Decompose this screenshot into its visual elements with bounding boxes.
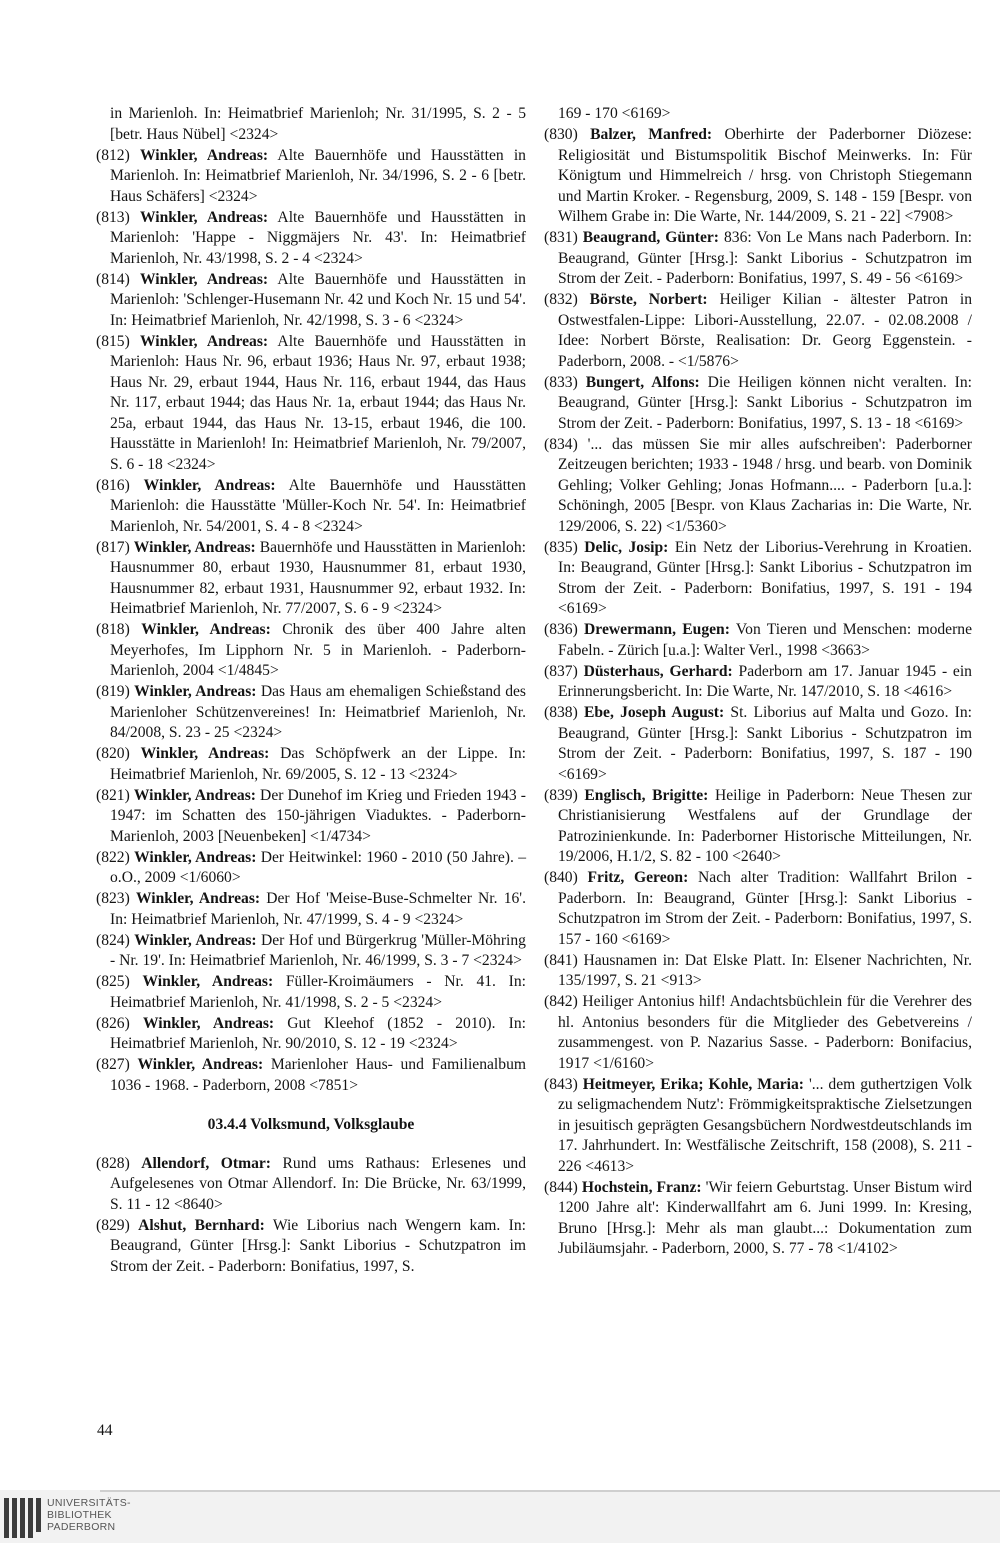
entry-text: Der Hof 'Meise-Buse-Schmelter Nr. 16'. In: Heimatbrief Marienloh, Nr. 47/1999, S. 4 - 9 <2324> — [110, 890, 526, 928]
entry-text: Alte Bauernhöfe und Hausstätten in Marienloh: 'Happe - Niggmäjers Nr. 43'. In: Heimatbrief Marienloh, Nr. 43/1998, S. 2 - 4 <2324> — [110, 208, 526, 267]
logo-line-2: BIBLIOTHEK — [47, 1509, 112, 1521]
entry-text: Rund ums Rathaus: Erlesenes und Aufgelesenes von Otmar Allendorf. In: Die Brücke, Nr. 63/1999, S. 11 - 12 <8640> — [110, 1154, 526, 1213]
entry-text: Füller-Kroimäumers - Nr. 41. In: Heimatbrief Marienloh, Nr. 41/1998, S. 2 - 5 <2324> — [110, 973, 526, 1011]
entry-text: Alte Bauernhöfe und Hausstätten Marienloh: die Hausstätte 'Müller-Koch Nr. 54'. In: Heimatbrief Marienloh, Nr. 54/2001, S. 4 - 8 <2324> — [110, 476, 526, 535]
entry-number: (842) — [544, 993, 583, 1010]
entry-text: Das Haus am ehemaligen Schießstand des Marienloher Schützenvereines! In: Heimatbrief Marienloh, Nr. 84/2008, S. 23 - 25 <2324> — [110, 683, 526, 741]
entry-author: Drewermann, Eugen: — [584, 621, 730, 638]
logo-line-3: PADERBORN — [47, 1521, 116, 1533]
entry-number: (813) — [96, 208, 140, 226]
entry-number: (837) — [544, 662, 584, 680]
entry-author: Winkler, Andreas: — [142, 973, 274, 990]
entry-author: Winkler, Andreas: — [133, 786, 256, 804]
bibliography-entry — [544, 868, 972, 950]
left-column — [96, 104, 526, 1278]
entry-number: (832) — [544, 291, 590, 308]
bibliography-entry — [544, 951, 972, 992]
bibliography-entry — [96, 476, 526, 538]
bibliography-entry — [544, 538, 972, 620]
bibliography-entry — [544, 290, 972, 372]
entry-author: Winkler, Andreas: — [140, 745, 270, 762]
bibliography-entry — [544, 125, 972, 228]
entry-author: Winkler, Andreas: — [139, 332, 269, 350]
bibliography-entry — [544, 786, 972, 868]
logo-line-1: UNIVERSITÄTS- — [47, 1497, 131, 1509]
entry-number: (829) — [96, 1216, 139, 1234]
continuation-entry: 169 - 170 <6169> — [558, 105, 671, 122]
entry-author: Englisch, Brigitte: — [584, 786, 709, 804]
entry-number: (821) — [96, 786, 134, 804]
entry-text: Heiliger Kilian - ältester Patron in Ostwestfalen-Lippe: Libori-Ausstellung, 22.07. - 02.08.2008 / Idee: Norbert Börste, Realisation: Dr. Georg Eggenstein. - Paderborn, 2008. - <1/5876> — [558, 291, 972, 370]
entry-number: (835) — [544, 538, 585, 556]
entry-number: (816) — [96, 476, 144, 494]
bibliography-entry — [544, 703, 972, 785]
entry-text: 836: Von Le Mans nach Paderborn. In: Beaugrand, Günter [Hrsg.]: Sankt Liborius - Schutzpatron im Strom der Zeit. - Paderborn: Bonifatius, 1997, S. 49 - 56 <6169> — [558, 229, 972, 287]
footer-stripe — [100, 1490, 1000, 1492]
entry-number: (841) — [544, 951, 584, 969]
entry-author: Ebe, Joseph August: — [583, 704, 725, 721]
entry-text: Heiliger Antonius hilf! Andachtsbüchlein für die Verehrer des hl. Antonius besonders für die Mitglieder des Gebetvereins / zusammengest. von P. Nazarius Sasse. - Paderborn: Bonifacius, 1917 <1/6160> — [558, 993, 972, 1072]
entry-author: Allendorf, Otmar: — [141, 1154, 272, 1172]
page-number: 44 — [97, 1422, 113, 1439]
entry-text: Chronik des über 400 Jahre alten Meyerhofes, Im Lipphorn Nr. 5 in Marienloh. - Paderborn-Marienloh, 2004 <1/4845> — [110, 621, 526, 679]
entry-text: 'Wir feiern Geburtstag. Unser Bistum wird 1200 Jahre alt': Kinderwallfahrt am 6. Juni 1999. In: Kresing, Bruno [Hrsg.]: Mehr als man glaubt...: Dokumentation zum Jubiläumsjahr. - Paderborn, 2000, S. 77 - 78 <1/4102> — [558, 1178, 972, 1257]
bibliography-entry — [96, 270, 526, 332]
bibliography-entry — [544, 992, 972, 1074]
entry-number: (819) — [96, 683, 135, 700]
entry-text: Paderborn am 17. Januar 1945 - ein Erinnerungsbericht. In: Die Warte, Nr. 147/2010, S. 18 <4616> — [558, 662, 972, 700]
entry-text: '... das müssen Sie mir alles aufschreiben': Paderborner Zeitzeugen berichten; 1933 - 1948 / hrsg. und bearb. von Dominik Gehling; Volker Gehling; Jonas Hofmann.... - Paderborn [u.a.]: Schöningh, 2005 [Bespr. von Klaus Zacharias in: Die Warte, Nr. 129/2006, S. 22) <1/5360> — [558, 435, 973, 535]
bibliography-entry — [96, 146, 526, 208]
bibliography-entry — [96, 744, 526, 785]
entry-author: Winkler, Andreas: — [133, 538, 256, 556]
entry-author: Heitmeyer, Erika; Kohle, Maria: — [582, 1075, 805, 1093]
bibliography-entry — [544, 620, 972, 661]
continuation-entry: in Marienloh. In: Heimatbrief Marienloh; Nr. 31/1995, S. 2 - 5 [betr. Haus Nübel] <2324> — [110, 105, 526, 143]
bibliography-entry — [544, 435, 972, 538]
entry-number: (825) — [96, 973, 143, 990]
entry-number: (823) — [96, 890, 136, 907]
bibliography-entry — [96, 889, 526, 930]
section-heading: 03.4.4 Volksmund, Volksglaube — [207, 1116, 415, 1133]
entry-text: Bauernhöfe und Hausstätten in Marienloh: Hausnummer 80, erbaut 1930, Hausnummer 81, erbaut 1930, Hausnummer 82, erbaut 1931, Hausnummer 92, erbaut 1932. In: Heimatbrief Marienloh, Nr. 77/2007, S. 6 - 9 <2324> — [110, 538, 526, 617]
entry-author: Winkler, Andreas: — [139, 270, 269, 288]
entry-author: Winkler, Andreas: — [134, 848, 257, 866]
entry-number: (843) — [544, 1075, 583, 1093]
entry-author: Winkler, Andreas: — [134, 683, 257, 700]
entry-text: Wie Liborius nach Wengern kam. In: Beaugrand, Günter [Hrsg.]: Sankt Liborius - Schutzpatron im Strom der Zeit. - Paderborn: Bonifatius, 1997, S. — [110, 1216, 526, 1275]
entry-text: Marienloher Haus- und Familienalbum 1036 - 1968. - Paderborn, 2008 <7851> — [110, 1056, 526, 1094]
entry-number: (831) — [544, 229, 583, 246]
entry-text: Oberhirte der Paderborner Diözese: Religiosität und Bistumspolitik Bischof Meinwerks. In: Für Königtum und Himmelreich / hrsg. von Christoph Stiegemann und Martin Kroker. - Regensburg, 2009, S. 148 - 159 [Bespr. von Wilhem Grabe in: Die Warte, Nr. 144/2009, S. 21 - 22] <7908> — [558, 126, 972, 225]
entry-text: Alte Bauernhöfe und Hausstätten in Marienloh: 'Schlenger-Husemann Nr. 42 und Koch Nr. 15 und 54'. In: Heimatbrief Marienloh, Nr. 42/1998, S. 3 - 6 <2324> — [110, 270, 526, 329]
entry-author: Düsterhaus, Gerhard: — [583, 662, 733, 680]
logo-bars-icon — [0, 1498, 41, 1538]
entry-author: Winkler, Andreas: — [134, 931, 257, 949]
entry-number: (817) — [96, 538, 134, 556]
entry-number: (826) — [96, 1014, 143, 1032]
bibliography-entry — [96, 931, 526, 972]
library-logo — [0, 1498, 131, 1542]
entry-author: Delic, Josip: — [584, 538, 669, 556]
entry-author: Winkler, Andreas: — [135, 890, 261, 907]
entry-list — [544, 125, 972, 1260]
entry-text: Heilige in Paderborn: Neue Thesen zur Christianisierung Westfalens auf der Grundlage der Patrozinienkunde. In: Paderborner Historische Mitteilungen, Nr. 19/2006, H.1/2, S. 82 - 100 <2640> — [558, 786, 972, 865]
entry-text: Der Hof und Bürgerkrug 'Müller-Möhring - Nr. 19'. In: Heimatbrief Marienloh, Nr. 46/1999, S. 3 - 7 <2324> — [110, 931, 526, 969]
bibliography-entry — [96, 620, 526, 682]
entry-author: Balzer, Manfred: — [590, 126, 713, 143]
entry-text: St. Liborius auf Malta und Gozo. In: Beaugrand, Günter [Hrsg.]: Sankt Liborius - Schutzpatron im Strom der Zeit. - Paderborn: Bonifatius, 1997, S. 187 - 190 <6169> — [558, 704, 972, 783]
bibliography-entry — [544, 662, 972, 703]
bibliography-entry — [96, 848, 526, 889]
entry-number: (822) — [96, 848, 135, 866]
footer-bar — [0, 1490, 1000, 1543]
entry-number: (830) — [544, 126, 591, 143]
entry-author: Hochstein, Franz: — [581, 1178, 702, 1196]
entry-number: (824) — [96, 931, 135, 949]
bibliography-entry — [96, 538, 526, 620]
entry-text: Der Heitwinkel: 1960 - 2010 (50 Jahre). – o.O., 2009 <1/6060> — [110, 848, 526, 886]
entry-number: (833) — [544, 373, 586, 391]
entry-text: Gut Kleehof (1852 - 2010). In: Heimatbrief Marienloh, Nr. 90/2010, S. 12 - 19 <2324> — [110, 1014, 526, 1052]
bibliography-entry — [544, 373, 972, 435]
entry-text: Das Schöpfwerk an der Lippe. In: Heimatbrief Marienloh, Nr. 69/2005, S. 12 - 13 <2324> — [110, 745, 526, 783]
entry-number: (828) — [96, 1154, 142, 1172]
entry-text: Ein Netz der Liborius-Verehrung in Kroatien. In: Beaugrand, Günter [Hrsg.]: Sankt Liborius - Schutzpatron im Strom der Zeit. - Paderborn: Bonifatius, 1997, S. 191 - 194 <6169> — [558, 538, 972, 617]
logo-text — [47, 1497, 131, 1533]
entry-text: Der Dunehof im Krieg und Frieden 1943 - 1947: im Schatten des 150-jährigen Viaduktes. - Paderborn-Marienloh, 2003 [Neuenbeken] <1/4734> — [110, 786, 526, 845]
entry-number: (812) — [96, 146, 140, 164]
bibliography-entry — [96, 1014, 526, 1055]
entry-number: (839) — [544, 786, 585, 804]
entry-author: Alshut, Bernhard: — [138, 1216, 265, 1234]
entry-text: Die Heiligen können nicht veralten. In: Beaugrand, Günter [Hrsg.]: Sankt Liborius - Schutzpatron im Strom der Zeit. - Paderborn: Bonifatius, 1997, S. 13 - 18 <6169> — [558, 373, 972, 432]
entry-number: (815) — [96, 332, 140, 350]
entry-author: Börste, Norbert: — [589, 291, 708, 308]
entry-number: (814) — [96, 270, 140, 288]
entry-number: (840) — [544, 869, 588, 886]
entry-text: Nach alter Tradition: Wallfahrt Brilon - Paderborn. In: Beaugrand, Günter [Hrsg.]: Sankt Liborius - Schutzpatron im Strom der Zeit. - Paderborn: Bonifatius, 1997, S. 157 - 160 <6169> — [558, 869, 972, 948]
entry-text: Von Tieren und Menschen: moderne Fabeln. - Zürich [u.a.]: Walter Verl., 1998 <3663> — [558, 621, 972, 659]
entry-author: Winkler, Andreas: — [142, 1014, 275, 1032]
entry-number: (836) — [544, 621, 585, 638]
bibliography-entry — [544, 1075, 972, 1178]
bibliography-entry — [96, 208, 526, 270]
entry-number: (834) — [544, 435, 588, 453]
bibliography-entry — [96, 786, 526, 848]
entry-author: Bungert, Alfons: — [585, 373, 700, 391]
entry-number: (827) — [96, 1056, 138, 1073]
entry-text: Hausnamen in: Dat Elske Platt. In: Elsener Nachrichten, Nr. 135/1997, S. 21 <913> — [558, 951, 973, 989]
bibliography-entry — [96, 972, 526, 1013]
entry-author: Winkler, Andreas: — [143, 476, 276, 494]
entry-author: Winkler, Andreas: — [139, 146, 269, 164]
bibliography-entry — [96, 1055, 526, 1096]
entry-text: '... dem guthertzigen Volk zu seligmachendem Nutz': Frömmigkeitspraktische Zielsetzungen in jesuitisch geprägten Gesangsbüchern Nordwestdeutschlands im 17. Jahrhundert. In: Westfälische Zeitschrift, 158 (2008), S. 211 - 226 <4613> — [558, 1075, 972, 1175]
entry-number: (838) — [544, 704, 584, 721]
entry-number: (844) — [544, 1178, 582, 1196]
bibliography-entry — [96, 1154, 526, 1216]
entry-text: Alte Bauernhöfe und Hausstätten in Marienloh: Haus Nr. 96, erbaut 1936; Haus Nr. 97, erbaut 1938; Haus Nr. 29, erbaut 1944, Haus Nr. 116, erbaut 1944, das Haus Nr. 117, erbaut 1944; das Haus Nr. 1a, erbaut 1944; das Haus Nr. 25a, erbaut 1944, das Haus Nr. 13-15, erbaut 1946, die 100. Hausstätte in Marienloh! In: Heimatbrief Marienloh, Nr. 79/2007, S. 6 - 18 <2324> — [110, 332, 526, 473]
entry-author: Fritz, Gereon: — [587, 869, 689, 886]
entry-author: Beaugrand, Günter: — [582, 229, 719, 246]
bibliography-entry — [96, 682, 526, 744]
entry-author: Winkler, Andreas: — [141, 621, 271, 638]
entry-number: (820) — [96, 745, 141, 762]
entry-list-b — [96, 1154, 526, 1278]
bibliography-entry — [544, 228, 972, 290]
right-column — [544, 104, 972, 1260]
entry-author: Winkler, Andreas: — [137, 1056, 264, 1073]
entry-list-a — [96, 146, 526, 1097]
bibliography-entry — [96, 332, 526, 476]
entry-number: (818) — [96, 621, 142, 638]
entry-author: Winkler, Andreas: — [139, 208, 269, 226]
bibliography-entry — [544, 1178, 972, 1260]
entry-text: Alte Bauernhöfe und Hausstätten in Marienloh. In: Heimatbrief Marienloh, Nr. 34/1996, S. 2 - 6 [betr. Haus Schäfers] <2324> — [110, 146, 526, 205]
bibliography-entry — [96, 1216, 526, 1278]
